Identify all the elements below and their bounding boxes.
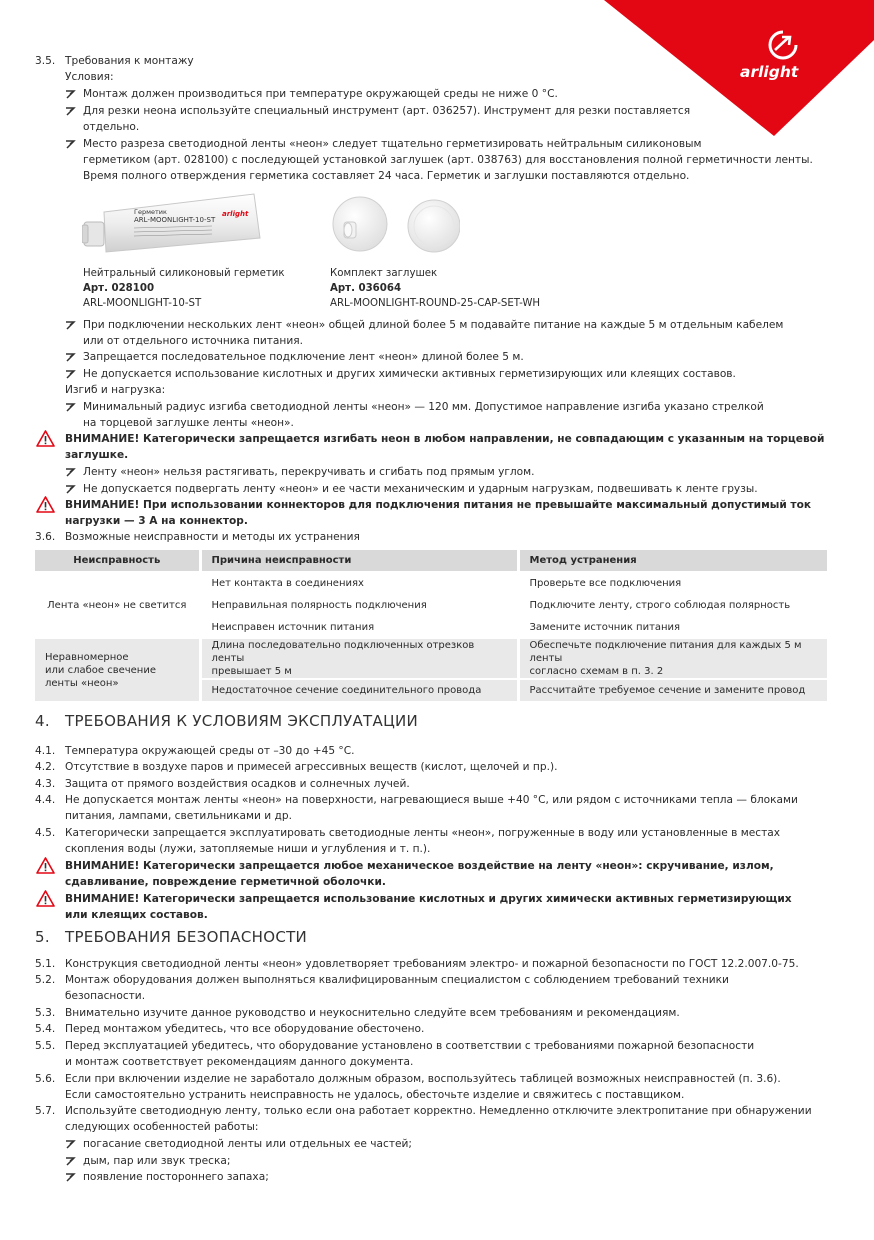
faults-table bbox=[35, 550, 827, 701]
subheading: Условия: bbox=[65, 71, 114, 83]
arrow-bullet-icon bbox=[65, 89, 76, 99]
list-item: Не допускается подвергать ленту «неон» и ее части механическим и ударным нагрузкам, подвешивать к ленте грузы. bbox=[83, 483, 758, 495]
table-cell: Проверьте все подключения bbox=[518, 572, 827, 594]
column-header: Неисправность bbox=[35, 550, 200, 572]
list-item: Монтаж должен производиться при температуре окружающей среды не ниже 0 °С. bbox=[83, 88, 558, 100]
arrow-bullet-icon bbox=[65, 106, 76, 116]
item-number: 4.3. bbox=[35, 778, 56, 790]
table-header-row bbox=[35, 550, 827, 572]
list-item: Не допускается монтаж ленты «неон» на поверхности, нагревающиеся выше +40 °С, или рядом с источниками тепла — блоками bbox=[65, 794, 798, 806]
column-header: Причина неисправности bbox=[200, 550, 518, 572]
arrow-bullet-icon bbox=[65, 1156, 76, 1166]
list-item: Не допускается использование кислотных и других химически активных герметизирующих или клеящих составов. bbox=[83, 368, 736, 380]
warning-text: заглушке. bbox=[65, 449, 129, 461]
section-heading: ТРЕБОВАНИЯ БЕЗОПАСНОСТИ bbox=[65, 928, 308, 946]
item-number: 5.5. bbox=[35, 1040, 56, 1052]
image-caption-model: ARL-MOONLIGHT-ROUND-25-CAP-SET-WH bbox=[330, 298, 541, 309]
image-caption-art: Арт. 028100 bbox=[83, 283, 155, 294]
arrow-bullet-icon bbox=[65, 467, 76, 477]
section-title: Возможные неисправности и методы их устранения bbox=[65, 531, 360, 543]
list-item-continued: герметиком (арт. 028100) с последующей установкой заглушек (арт. 038763) для восстановления полной герметичности ленты. bbox=[83, 154, 813, 166]
tube-model: ARL-MOONLIGHT-10-ST bbox=[134, 216, 216, 224]
list-item: Монтаж оборудования должен выполняться квалифицированным специалистом с соблюдением требований техники bbox=[65, 974, 729, 986]
table-cell-fault bbox=[35, 638, 200, 701]
tube-brand: arlight bbox=[222, 210, 249, 218]
table-cell: Подключите ленту, строго соблюдая полярность bbox=[518, 594, 827, 616]
list-item: Перед эксплуатацией убедитесь, что оборудование установлено в соответствии с требованиями пожарной безопасности bbox=[65, 1040, 755, 1052]
list-item: Конструкция светодиодной ленты «неон» удовлетворяет требованиям электро- и пожарной безопасности по ГОСТ 12.2.007.0-75. bbox=[65, 958, 799, 970]
list-item: Температура окружающей среды от –30 до +45 °С. bbox=[65, 745, 355, 757]
table-cell bbox=[200, 638, 518, 679]
section-number: 3.6. bbox=[35, 531, 56, 543]
image-caption: Нейтральный силиконовый герметик bbox=[83, 268, 285, 279]
sealant-tube-image bbox=[82, 192, 264, 264]
cell-line: Обеспечьте подключение питания для каждых 5 м ленты bbox=[529, 640, 802, 664]
table-cell: Недостаточное сечение соединительного провода bbox=[200, 679, 518, 701]
table-cell: Нет контакта в соединениях bbox=[200, 572, 518, 594]
list-item: Отсутствие в воздухе паров и примесей агрессивных веществ (кислот, щелочей и пр.). bbox=[65, 761, 558, 773]
item-number: 4.2. bbox=[35, 761, 56, 773]
warning-icon bbox=[36, 857, 55, 874]
list-item: Перед монтажом убедитесь, что все оборудование обесточено. bbox=[65, 1023, 425, 1035]
list-item-continued: скопления воды (лужи, затопляемые ниши и углубления и т. п.). bbox=[65, 843, 431, 855]
list-item: Категорически запрещается эксплуатировать светодиодные ленты «неон», погруженные в воду или установленные в местах bbox=[65, 827, 781, 839]
table-cell bbox=[518, 638, 827, 679]
table-row bbox=[35, 572, 827, 594]
item-number: 4.4. bbox=[35, 794, 56, 806]
image-caption-model: ARL-MOONLIGHT-10-ST bbox=[83, 298, 202, 309]
cell-line: превышает 5 м bbox=[211, 666, 292, 677]
list-item-continued: на торцевой заглушке ленты «неон». bbox=[83, 417, 294, 429]
list-item: Ленту «неон» нельзя растягивать, перекручивать и сгибать под прямым углом. bbox=[83, 466, 535, 478]
list-item: Защита от прямого воздействия осадков и солнечных лучей. bbox=[65, 778, 410, 790]
item-number: 5.1. bbox=[35, 958, 56, 970]
list-item: Для резки неона используйте специальный инструмент (арт. 036257). Инструмент для резки поставляется bbox=[83, 105, 691, 117]
item-number: 5.3. bbox=[35, 1007, 56, 1019]
warning-text: ВНИМАНИЕ! При использовании коннекторов для подключения питания не превышайте максимальный допустимый ток bbox=[65, 499, 812, 511]
arrow-bullet-icon bbox=[65, 1139, 76, 1149]
arrow-bullet-icon bbox=[65, 320, 76, 330]
image-caption: Комплект заглушек bbox=[330, 268, 438, 279]
item-number: 5.6. bbox=[35, 1073, 56, 1085]
arrow-bullet-icon bbox=[65, 352, 76, 362]
warning-text: или клеящих составов. bbox=[65, 909, 208, 921]
arlight-logo-icon bbox=[766, 28, 800, 62]
column-header: Метод устранения bbox=[518, 550, 827, 572]
table-cell: Рассчитайте требуемое сечение и замените провод bbox=[518, 679, 827, 701]
warning-text: ВНИМАНИЕ! Категорически запрещается использование кислотных и других химически активных герметизирующих bbox=[65, 893, 792, 905]
warning-icon bbox=[36, 496, 55, 513]
table-cell: Неисправен источник питания bbox=[200, 616, 518, 638]
warning-text: ВНИМАНИЕ! Категорически запрещается изгибать неон в любом направлении, не совпадающим с указанным на торцевой bbox=[65, 433, 825, 445]
list-item: Запрещается последовательное подключение лент «неон» длиной более 5 м. bbox=[83, 351, 524, 363]
list-item-continued: отдельно. bbox=[83, 121, 140, 133]
list-item: появление постороннего запаха; bbox=[83, 1171, 269, 1183]
arrow-bullet-icon bbox=[65, 1172, 76, 1182]
list-item-continued: следующих особенностей работы: bbox=[65, 1121, 259, 1133]
brand-logo: arlight bbox=[740, 63, 799, 81]
list-item-continued: Время полного отверждения герметика составляет 24 часа. Герметик и заглушки поставляются отдельно. bbox=[83, 170, 690, 182]
fault-line: или слабое свечение bbox=[45, 664, 156, 676]
section-heading: ТРЕБОВАНИЯ К УСЛОВИЯМ ЭКСПЛУАТАЦИИ bbox=[65, 712, 419, 730]
warning-text: нагрузки — 3 А на коннектор. bbox=[65, 515, 248, 527]
list-item: погасание светодиодной ленты или отдельных ее частей; bbox=[83, 1138, 412, 1150]
arrow-bullet-icon bbox=[65, 139, 76, 149]
arrow-bullet-icon bbox=[65, 369, 76, 379]
list-item: Минимальный радиус изгиба светодиодной ленты «неон» — 120 мм. Допустимое направление изгиба указано стрелкой bbox=[83, 401, 764, 413]
item-number: 5.4. bbox=[35, 1023, 56, 1035]
item-number: 5.2. bbox=[35, 974, 56, 986]
list-item: Место разреза светодиодной ленты «неон» следует тщательно герметизировать нейтральным силиконовым bbox=[83, 138, 702, 150]
fault-line: Неравномерное bbox=[45, 651, 129, 663]
list-item: Внимательно изучите данное руководство и неукоснительно следуйте всем требованиям и рекомендациям. bbox=[65, 1007, 680, 1019]
list-item-continued: питания, лампами, светильниками и др. bbox=[65, 810, 292, 822]
list-item-continued: или от отдельного источника питания. bbox=[83, 335, 303, 347]
list-item: дым, пар или звук треска; bbox=[83, 1155, 231, 1167]
item-number: 5.7. bbox=[35, 1105, 56, 1117]
section-number: 4. bbox=[35, 712, 50, 730]
warning-text: сдавливание, повреждение герметичной оболочки. bbox=[65, 876, 386, 888]
section-number: 5. bbox=[35, 928, 50, 946]
subheading: Изгиб и нагрузка: bbox=[65, 384, 166, 396]
table-cell: Замените источник питания bbox=[518, 616, 827, 638]
section-title: Требования к монтажу bbox=[65, 55, 194, 67]
arrow-bullet-icon bbox=[65, 484, 76, 494]
list-item-continued: Если самостоятельно устранить неисправность не удалось, обесточьте изделие и свяжитесь с поставщиком. bbox=[65, 1089, 685, 1101]
warning-icon bbox=[36, 430, 55, 447]
end-caps-image bbox=[330, 190, 460, 262]
cell-line: согласно схемам в п. 3. 2 bbox=[529, 666, 664, 677]
section-number: 3.5. bbox=[35, 55, 56, 67]
table-row bbox=[35, 638, 827, 679]
list-item-continued: и монтаж соответствует рекомендациям данного документа. bbox=[65, 1056, 414, 1068]
fault-line: ленты «неон» bbox=[45, 677, 119, 689]
item-number: 4.5. bbox=[35, 827, 56, 839]
table-cell: Неправильная полярность подключения bbox=[200, 594, 518, 616]
table-cell-fault: Лента «неон» не светится bbox=[35, 572, 200, 638]
list-item-continued: безопасности. bbox=[65, 990, 146, 1002]
cell-line: Длина последовательно подключенных отрезков ленты bbox=[211, 640, 475, 664]
list-item: Если при включении изделие не заработало должным образом, воспользуйтесь таблицей возможных неисправностей (п. 3.6). bbox=[65, 1073, 781, 1085]
warning-text: ВНИМАНИЕ! Категорически запрещается любое механическое воздействие на ленту «неон»: скручивание, излом, bbox=[65, 860, 774, 872]
tube-label: Герметик bbox=[134, 208, 167, 216]
item-number: 4.1. bbox=[35, 745, 56, 757]
warning-icon bbox=[36, 890, 55, 907]
list-item: Используйте светодиодную ленту, только если она работает корректно. Немедленно отключите электропитание при обнаружении bbox=[65, 1105, 812, 1117]
arrow-bullet-icon bbox=[65, 402, 76, 412]
list-item: При подключении нескольких лент «неон» общей длиной более 5 м подавайте питание на каждые 5 м отдельным кабелем bbox=[83, 319, 784, 331]
image-caption-art: Арт. 036064 bbox=[330, 283, 402, 294]
